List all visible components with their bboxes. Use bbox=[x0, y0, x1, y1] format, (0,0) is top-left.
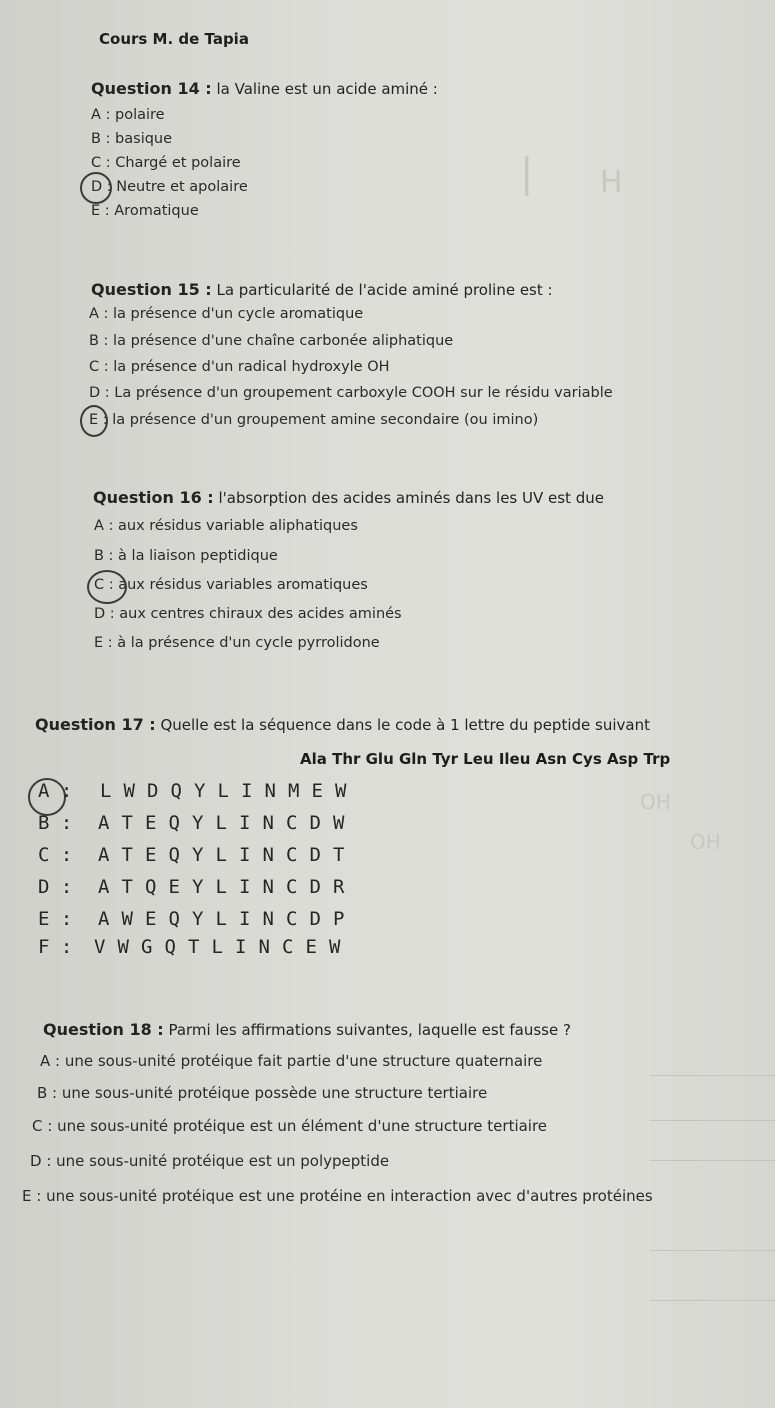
sequence-letter: V bbox=[94, 936, 106, 958]
sequence-letter: W bbox=[123, 780, 135, 802]
sequence-letter: I bbox=[239, 812, 251, 834]
bleed-through-mark: OH bbox=[690, 830, 721, 854]
sequence-letter: I bbox=[241, 780, 253, 802]
sequence-letter: N bbox=[262, 812, 274, 834]
bleed-through-mark: | bbox=[520, 150, 534, 196]
q18-option-b[interactable]: B : une sous-unité protéique possède une structure tertiaire bbox=[37, 1084, 488, 1102]
question-number: Question 14 : bbox=[91, 79, 212, 98]
author-header: Cours M. de Tapia bbox=[99, 30, 249, 48]
bleed-through-line bbox=[650, 1160, 775, 1161]
sequence-letter: R bbox=[333, 876, 345, 898]
q16-option-e[interactable]: E : à la présence d'un cycle pyrrolidone bbox=[94, 635, 380, 651]
sequence-letter: N bbox=[258, 936, 270, 958]
sequence-letter: D bbox=[147, 780, 159, 802]
question-number: Question 18 : bbox=[43, 1020, 164, 1039]
sequence-letter: L bbox=[211, 936, 223, 958]
sequence-letter: M bbox=[288, 780, 300, 802]
q18-option-e[interactable]: E : une sous-unité protéique est une protéine en interaction avec d'autres protéines bbox=[22, 1187, 653, 1205]
sequence-letter: T bbox=[188, 936, 200, 958]
q16-option-b[interactable]: B : à la liaison peptidique bbox=[94, 548, 278, 564]
sequence-letter: Y bbox=[192, 812, 204, 834]
question-text: Parmi les affirmations suivantes, laquelle est fausse ? bbox=[168, 1021, 571, 1039]
sequence-letter: C bbox=[286, 908, 298, 930]
sequence-letter: Q bbox=[168, 844, 180, 866]
q15-option-e[interactable]: E : la présence d'un groupement amine secondaire (ou imino) bbox=[89, 412, 539, 428]
bleed-through-line bbox=[650, 1250, 775, 1251]
q17-option-f[interactable] bbox=[38, 936, 353, 958]
sequence-letter: N bbox=[262, 876, 274, 898]
sequence-letter: E bbox=[311, 780, 323, 802]
answer-circle-mark bbox=[28, 778, 66, 816]
sequence-letter: D bbox=[309, 812, 321, 834]
answer-circle-mark bbox=[80, 172, 112, 204]
question-number: Question 15 : bbox=[91, 280, 212, 299]
sequence-letter: N bbox=[262, 908, 274, 930]
q17-option-a[interactable] bbox=[38, 780, 359, 802]
question-text: la Valine est un acide aminé : bbox=[216, 80, 438, 98]
sequence-letter: I bbox=[239, 876, 251, 898]
q18-option-d[interactable]: D : une sous-unité protéique est un polypeptide bbox=[30, 1152, 390, 1170]
option-label: A : bbox=[38, 780, 73, 802]
question-14-heading bbox=[91, 79, 438, 98]
sequence-letter: L bbox=[217, 780, 229, 802]
sequence-letter: L bbox=[215, 908, 227, 930]
sequence-letter: T bbox=[121, 812, 133, 834]
q17-option-d[interactable] bbox=[38, 876, 357, 898]
q15-option-a[interactable]: A : la présence d'un cycle aromatique bbox=[89, 306, 364, 322]
bleed-through-mark: OH bbox=[640, 790, 671, 814]
answer-circle-mark bbox=[80, 405, 108, 437]
sequence-letter: Q bbox=[170, 780, 182, 802]
sequence-letter: E bbox=[145, 844, 157, 866]
sequence-letter: L bbox=[215, 844, 227, 866]
sequence-letter: Y bbox=[192, 908, 204, 930]
question-text: La particularité de l'acide aminé proline est : bbox=[216, 281, 553, 299]
q16-option-d[interactable]: D : aux centres chiraux des acides aminés bbox=[94, 606, 402, 622]
sequence-letter: Y bbox=[192, 844, 204, 866]
option-label: C : bbox=[38, 844, 73, 866]
sequence-letter: E bbox=[305, 936, 317, 958]
question-text: l'absorption des acides aminés dans les UV est due bbox=[218, 489, 604, 507]
sequence-letter: C bbox=[286, 844, 298, 866]
question-15-heading bbox=[91, 280, 553, 299]
sequence-letter: C bbox=[286, 876, 298, 898]
q15-option-c[interactable]: C : la présence d'un radical hydroxyle OH bbox=[89, 359, 390, 375]
sequence-letter: I bbox=[235, 936, 247, 958]
sequence-letter: W bbox=[333, 812, 345, 834]
q14-option-b[interactable]: B : basique bbox=[91, 131, 173, 147]
q18-option-c[interactable]: C : une sous-unité protéique est un élément d'une structure tertiaire bbox=[32, 1117, 548, 1135]
sequence-letter: A bbox=[98, 844, 110, 866]
sequence-letter: N bbox=[264, 780, 276, 802]
sequence-letter: T bbox=[333, 844, 345, 866]
sequence-letter: T bbox=[121, 876, 133, 898]
q17-option-c[interactable] bbox=[38, 844, 357, 866]
q18-option-a[interactable]: A : une sous-unité protéique fait partie d'une structure quaternaire bbox=[40, 1052, 543, 1070]
option-label: F : bbox=[38, 936, 73, 958]
q15-option-d[interactable]: D : La présence d'un groupement carboxyle COOH sur le résidu variable bbox=[89, 385, 613, 401]
option-label: B : bbox=[38, 812, 73, 834]
sequence-letter: E bbox=[145, 812, 157, 834]
bleed-through-line bbox=[650, 1075, 775, 1076]
sequence-letter: E bbox=[168, 876, 180, 898]
q14-option-d[interactable]: D : Neutre et apolaire bbox=[91, 179, 248, 195]
sequence-letter: N bbox=[262, 844, 274, 866]
sequence-letter: E bbox=[145, 908, 157, 930]
sequence-letter: W bbox=[121, 908, 133, 930]
sequence-letter: P bbox=[333, 908, 345, 930]
sequence-letter: I bbox=[239, 908, 251, 930]
sequence-letter: A bbox=[98, 812, 110, 834]
sequence-letter: Q bbox=[145, 876, 157, 898]
sequence-letter: C bbox=[282, 936, 294, 958]
sequence-letter: A bbox=[98, 908, 110, 930]
sequence-letter: L bbox=[215, 876, 227, 898]
q17-option-e[interactable] bbox=[38, 908, 357, 930]
question-18-heading bbox=[43, 1020, 571, 1039]
bleed-through-line bbox=[650, 1120, 775, 1121]
sequence-letter: C bbox=[286, 812, 298, 834]
option-label: E : bbox=[38, 908, 73, 930]
sequence-letter: D bbox=[309, 908, 321, 930]
q14-option-a[interactable]: A : polaire bbox=[91, 107, 165, 123]
question-number: Question 16 : bbox=[93, 488, 214, 507]
q14-option-c[interactable]: C : Chargé et polaire bbox=[91, 155, 241, 171]
bleed-through-line bbox=[650, 1300, 775, 1301]
sequence-letter: W bbox=[117, 936, 129, 958]
question-16-heading bbox=[93, 488, 604, 507]
sequence-letter: D bbox=[309, 876, 321, 898]
option-label: D : bbox=[38, 876, 73, 898]
q14-option-e[interactable]: E : Aromatique bbox=[91, 203, 199, 219]
question-number: Question 17 : bbox=[35, 715, 156, 734]
sequence-letter: T bbox=[121, 844, 133, 866]
answer-circle-mark bbox=[87, 570, 127, 604]
sequence-letter: Y bbox=[194, 780, 206, 802]
q16-option-a[interactable]: A : aux résidus variable aliphatiques bbox=[94, 518, 358, 534]
question-text: Quelle est la séquence dans le code à 1 lettre du peptide suivant bbox=[160, 716, 650, 734]
q15-option-b[interactable]: B : la présence d'une chaîne carbonée aliphatique bbox=[89, 333, 454, 349]
sequence-letter: W bbox=[335, 780, 347, 802]
sequence-letter: Y bbox=[192, 876, 204, 898]
q16-option-c[interactable]: C : aux résidus variables aromatiques bbox=[94, 577, 368, 593]
sequence-letter: Q bbox=[164, 936, 176, 958]
sequence-letter: W bbox=[329, 936, 341, 958]
sequence-letter: Q bbox=[168, 908, 180, 930]
bleed-through-mark: H bbox=[600, 165, 623, 200]
sequence-letter: I bbox=[239, 844, 251, 866]
peptide-sequence: Ala Thr Glu Gln Tyr Leu Ileu Asn Cys Asp Trp bbox=[300, 750, 671, 768]
sequence-letter: G bbox=[141, 936, 153, 958]
sequence-letter: D bbox=[309, 844, 321, 866]
question-17-heading bbox=[35, 715, 650, 734]
q17-option-b[interactable] bbox=[38, 812, 357, 834]
sequence-letter: L bbox=[100, 780, 112, 802]
sequence-letter: Q bbox=[168, 812, 180, 834]
sequence-letter: A bbox=[98, 876, 110, 898]
sequence-letter: L bbox=[215, 812, 227, 834]
